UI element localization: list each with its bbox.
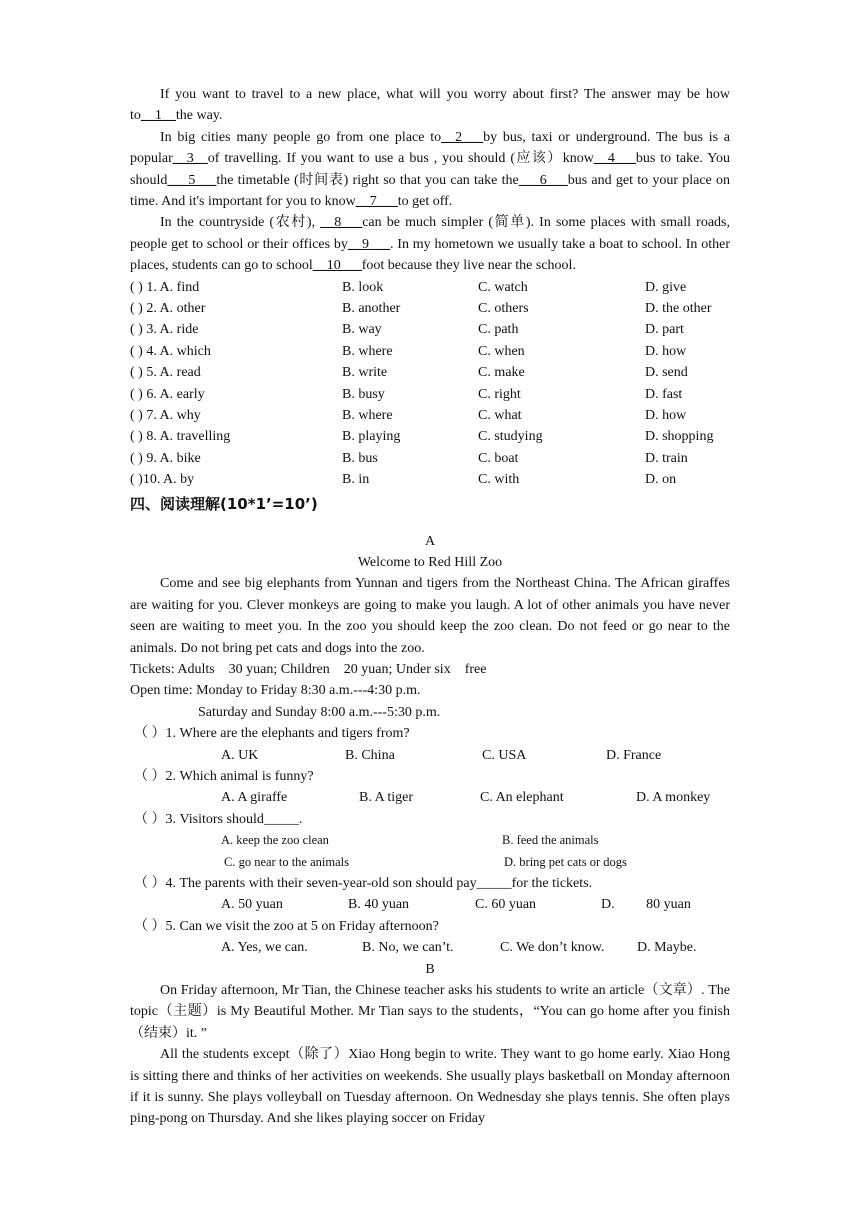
option-question: ( ) 7. A. why	[130, 408, 201, 423]
blank-10: __10___	[312, 258, 362, 274]
cloze-text: bus and get to your place on time. And it's important for you to know	[130, 172, 731, 210]
option-d: D. give	[645, 279, 687, 295]
question-row	[130, 766, 730, 787]
option-question: ( ) 4. A. which	[130, 343, 211, 359]
cloze-paragraph-2	[130, 127, 730, 213]
answer-row	[130, 852, 730, 873]
cloze-text: of travelling. If you want to use a bus , you should (应该）know	[207, 151, 594, 167]
option-b: B. busy	[342, 386, 385, 402]
passage-body: On Friday afternoon, Mr Tian, the Chinese teacher asks his students to write an article（文章）. The topic（主题）is My Beautiful Mother. Mr Tian says to the students，“You can go home after you finish（结束）it. ”	[130, 982, 730, 1041]
option-d: D. how	[645, 343, 687, 359]
option-question: ( ) 5. A. read	[130, 365, 201, 381]
answer-c: C. go near to the animals	[224, 854, 349, 869]
option-question: ( ) 3. A. ride	[130, 322, 199, 338]
option-c: C. make	[478, 365, 525, 381]
option-question: ( ) 2. A. other	[130, 301, 206, 317]
answer-c: C. An elephant	[480, 790, 564, 806]
open-time-line: Open time: Monday to Friday 8:30 a.m.---4:30 p.m.	[130, 683, 421, 699]
cloze-options	[130, 277, 730, 491]
open-time-weekend: Saturday and Sunday 8:00 a.m.---5:30 p.m.	[198, 704, 441, 720]
answer-a: A. keep the zoo clean	[221, 833, 329, 848]
option-row	[130, 277, 730, 298]
blank-2: __2___	[441, 129, 484, 145]
option-row	[130, 426, 730, 447]
question-text: （ ）5. Can we visit the zoo at 5 on Friday afternoon?	[134, 918, 439, 934]
cloze-text: by bus, taxi or underground. The bus is a popular	[130, 129, 730, 167]
question-text: （ ）1. Where are the elephants and tigers from?	[134, 726, 410, 742]
section-heading: 四、阅读理解(10*1’=10’)	[130, 494, 318, 513]
passage-title: Welcome to Red Hill Zoo	[357, 554, 503, 570]
answer-b: B. feed the animals	[502, 833, 599, 848]
option-question: ( ) 9. A. bike	[130, 450, 201, 466]
worksheet-page	[130, 84, 730, 1130]
option-row	[130, 362, 730, 383]
cloze-text: . In my hometown we usually take a boat to school. In other places, students can go to school	[130, 236, 730, 274]
blank-5: ___5___	[167, 172, 217, 188]
question-row	[130, 916, 730, 937]
cloze-text: the timetable (时间表) right so that you can take the	[216, 172, 519, 188]
blank-8: __8___	[320, 215, 363, 231]
cloze-text: to get off.	[397, 194, 453, 210]
option-row	[130, 469, 730, 490]
answer-c: C. USA	[482, 747, 527, 763]
option-c: C. path	[478, 322, 519, 338]
answer-row	[130, 830, 730, 851]
option-d: D. train	[645, 450, 688, 466]
answer-d: D. bring pet cats or dogs	[504, 854, 627, 869]
option-c: C. boat	[478, 450, 519, 466]
option-d: D. part	[645, 322, 684, 338]
answer-a: A. 50 yuan	[221, 897, 283, 913]
answer-a: A. Yes, we can.	[221, 940, 308, 956]
spacer	[130, 517, 730, 531]
option-c: C. others	[478, 301, 529, 317]
passage-body: Come and see big elephants from Yunnan and tigers from the Northeast China. The African giraffes are waiting for you. Clever monkeys are going to make you laugh. A lot of other animals you have never seen are waiting to meet you. In the zoo you should keep the zoo clean. Do not feed or go near to the animals. Do not bring pet cats and dogs into the zoo.	[130, 576, 730, 656]
answer-b: B. 40 yuan	[348, 897, 410, 913]
cloze-text: bus to take. You should	[130, 151, 730, 188]
question-row	[130, 723, 730, 744]
option-b: B. where	[342, 408, 393, 423]
option-b: B. look	[342, 279, 384, 295]
cloze-text: In the countryside (农村),	[160, 215, 321, 231]
blank-6: ___6___	[518, 172, 568, 188]
option-b: B. way	[342, 322, 382, 338]
answer-c: C. We don’t know.	[500, 940, 605, 956]
option-question: ( ) 1. A. find	[130, 279, 200, 295]
answer-row	[130, 787, 730, 808]
passage-body: All the students except（除了）Xiao Hong begin to write. They want to go home early. Xiao Hong is sitting there and thinks of her activities on weekends. She usually plays basketball on Monday afternoon if it is sunny. She plays volleyball on Tuesday afternoon. On Wednesday she plays tennis. She often plays ping-pong on Thursday. And she likes playing soccer on Friday	[130, 1047, 730, 1127]
option-c: C. with	[478, 472, 520, 488]
question-text: （ ）4. The parents with their seven-year-old son should pay_____for the tickets.	[134, 875, 593, 891]
option-row	[130, 341, 730, 362]
blank-7: __7___	[355, 194, 398, 210]
answer-d: D. 80 yuan	[601, 897, 691, 913]
option-row	[130, 319, 730, 340]
blank-9: __9___	[347, 236, 390, 252]
answer-b: B. China	[345, 747, 395, 763]
option-b: B. bus	[342, 450, 378, 466]
answer-c: C. 60 yuan	[475, 897, 537, 913]
option-question: ( )10. A. by	[130, 472, 195, 488]
option-d: D. shopping	[645, 429, 714, 445]
option-d: D. fast	[645, 386, 683, 402]
option-row	[130, 405, 730, 426]
answer-b: B. No, we can’t.	[362, 940, 454, 956]
option-b: B. playing	[342, 429, 401, 445]
answer-a: A. A giraffe	[221, 790, 288, 806]
answer-d: D. A monkey	[636, 790, 711, 806]
option-question: ( ) 8. A. travelling	[130, 429, 231, 445]
option-d: D. the other	[645, 301, 712, 317]
tickets-line: Tickets: Adults 30 yuan; Children 20 yuan; Under six free	[130, 662, 487, 677]
option-row	[130, 298, 730, 319]
option-b: B. where	[342, 343, 393, 359]
option-c: C. right	[478, 386, 521, 402]
cloze-text: foot because they live near the school.	[361, 258, 576, 274]
option-c: C. watch	[478, 279, 528, 295]
cloze-text: the way.	[175, 108, 223, 124]
question-row	[130, 809, 730, 830]
option-d: D. how	[645, 408, 687, 423]
question-text: （ ）3. Visitors should_____.	[134, 811, 303, 827]
option-b: B. in	[342, 472, 370, 488]
option-d: D. send	[645, 365, 688, 381]
blank-4: __4___	[593, 151, 636, 167]
cloze-paragraph-3	[130, 212, 730, 276]
cloze-text: If you want to travel to a new place, what will you worry about first? The answer may be how to	[130, 87, 730, 124]
option-row	[130, 384, 730, 405]
option-row	[130, 448, 730, 469]
answer-row	[130, 937, 730, 958]
cloze-paragraph-1	[130, 84, 730, 127]
answer-b: B. A tiger	[359, 790, 414, 806]
option-question: ( ) 6. A. early	[130, 386, 205, 402]
option-c: C. when	[478, 343, 525, 359]
passage-label: B	[425, 961, 435, 977]
answer-a: A. UK	[221, 747, 259, 763]
cloze-text: In big cities many people go from one place to	[160, 129, 442, 145]
answer-row	[130, 894, 730, 915]
option-b: B. write	[342, 365, 388, 381]
cloze-text: can be much simpler (简单). In some places with small roads, people get to school or their offices by	[130, 215, 730, 252]
option-c: C. what	[478, 408, 522, 423]
blank-3: __3__	[172, 151, 208, 167]
answer-d: D. Maybe.	[637, 940, 697, 956]
option-d: D. on	[645, 472, 677, 488]
blank-1: __1__	[140, 108, 176, 124]
question-text: （ ）2. Which animal is funny?	[134, 769, 314, 784]
option-b: B. another	[342, 301, 401, 317]
question-row	[130, 873, 730, 894]
passage-label: A	[424, 533, 436, 549]
answer-row	[130, 745, 730, 766]
answer-d: D. France	[606, 747, 662, 763]
option-c: C. studying	[478, 429, 543, 445]
